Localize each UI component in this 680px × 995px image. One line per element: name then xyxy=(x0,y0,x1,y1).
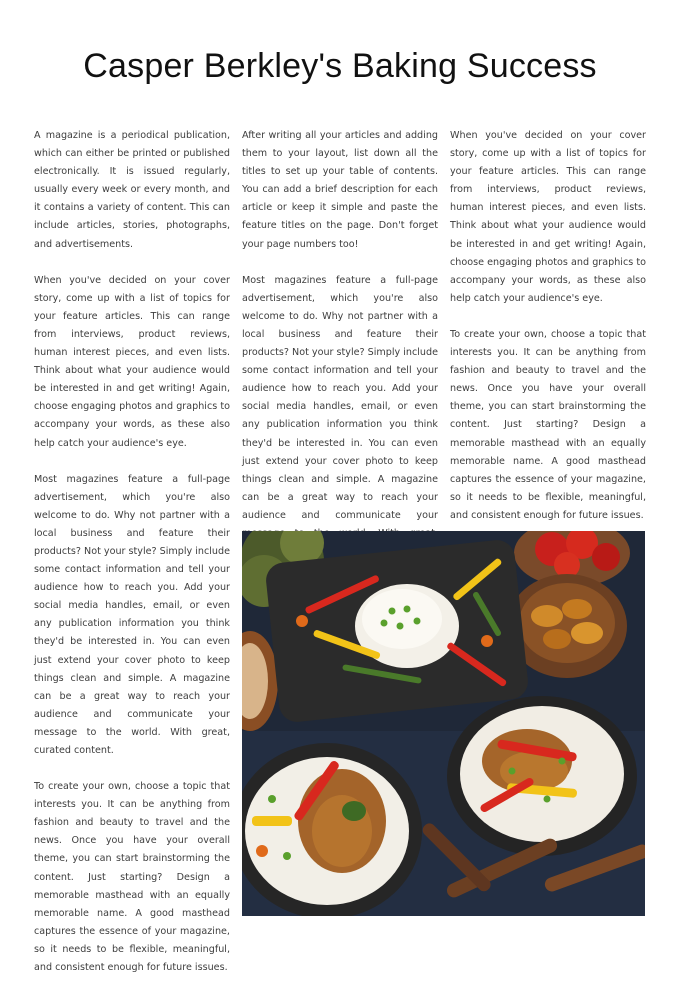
paragraph: To create your own, choose a topic that interests you. It can be anything from fashion and beauty to travel and the news. Once you have your overall theme, you can start brainstorming the content. Just starting? Design a memorable masthead with an equally memorable name. A good masthead captures the essence of your magazine, so it needs to be flexible, meaningful, and consistent enough for future issues. xyxy=(450,328,646,521)
article-column-3 xyxy=(450,127,646,543)
article-column-1 xyxy=(34,127,230,995)
paragraph: When you've decided on your cover story, come up with a list of topics for your feature articles. This can range from interviews, product reviews, human interest pieces, and even lists. Think about what your audience would be interested in and get writing! Again, choose engaging photos and graphics to accompany your words, as these also help catch your audience's eye. xyxy=(34,274,230,449)
paragraph: Most magazines feature a full-page advertisement, which you're also welcome to do. Why not partner with a local business and feature their products? Not your style? Simply include some contact information and tell your audience how to reach you. Add your social media handles, email, or even any publication information you think they'd be interested in. You can even just extend your cover photo to keep things clean and simple. A magazine can be a great way to reach your audience and communicate your xyxy=(242,274,439,521)
paragraph: A magazine is a periodical publication, which can either be printed or published electronically. It is issued regularly, usually every week or every month, and it contains a variety of content. This can include articles, stories, photographs, and advertisements. xyxy=(34,130,230,250)
paragraph: Most magazines feature a full-page advertisement, which you're also welcome to do. Why not partner with a local business and feature their products? Not your style? Simply include some contact information and tell your audience how to reach you. Add your social media handles, email, or even any publication information you think they'd be interested in. You can even just extend your cover photo to keep things clean and simple. A magazine can be a great way to reach your audience and communicate your message to the world. With great, curated content. xyxy=(34,473,231,756)
food-photo-icon xyxy=(242,531,645,916)
paragraph: To create your own, choose a topic that interests you. It can be anything from fashion and beauty to travel and the news. Once you have your overall theme, you can start brainstorming the content. Just starting? Design a memorable masthead with an equally memorable name. A good masthead captures the essence of your magazine, so it needs to be flexible, meaningful, and consistent enough for future issues. xyxy=(34,781,230,974)
paragraph: After writing all your articles and adding them to your layout, list down all the titles to set up your table of contents. You can add a brief description for each article or keep it simple and paste the feature titles on the page. Don't forget your page numbers too! xyxy=(242,130,438,250)
paragraph: When you've decided on your cover story, come up with a list of topics for your feature articles. This can range from interviews, product reviews, human interest pieces, and even lists. Think about what your audience would be interested in and get writing! Again, choose engaging photos and graphics to accompany your words, as these also help catch your audience's eye. xyxy=(450,130,646,304)
food-photo xyxy=(242,531,645,916)
article-column-2 xyxy=(242,127,438,579)
page-title: Casper Berkley's Baking Success xyxy=(83,47,597,85)
